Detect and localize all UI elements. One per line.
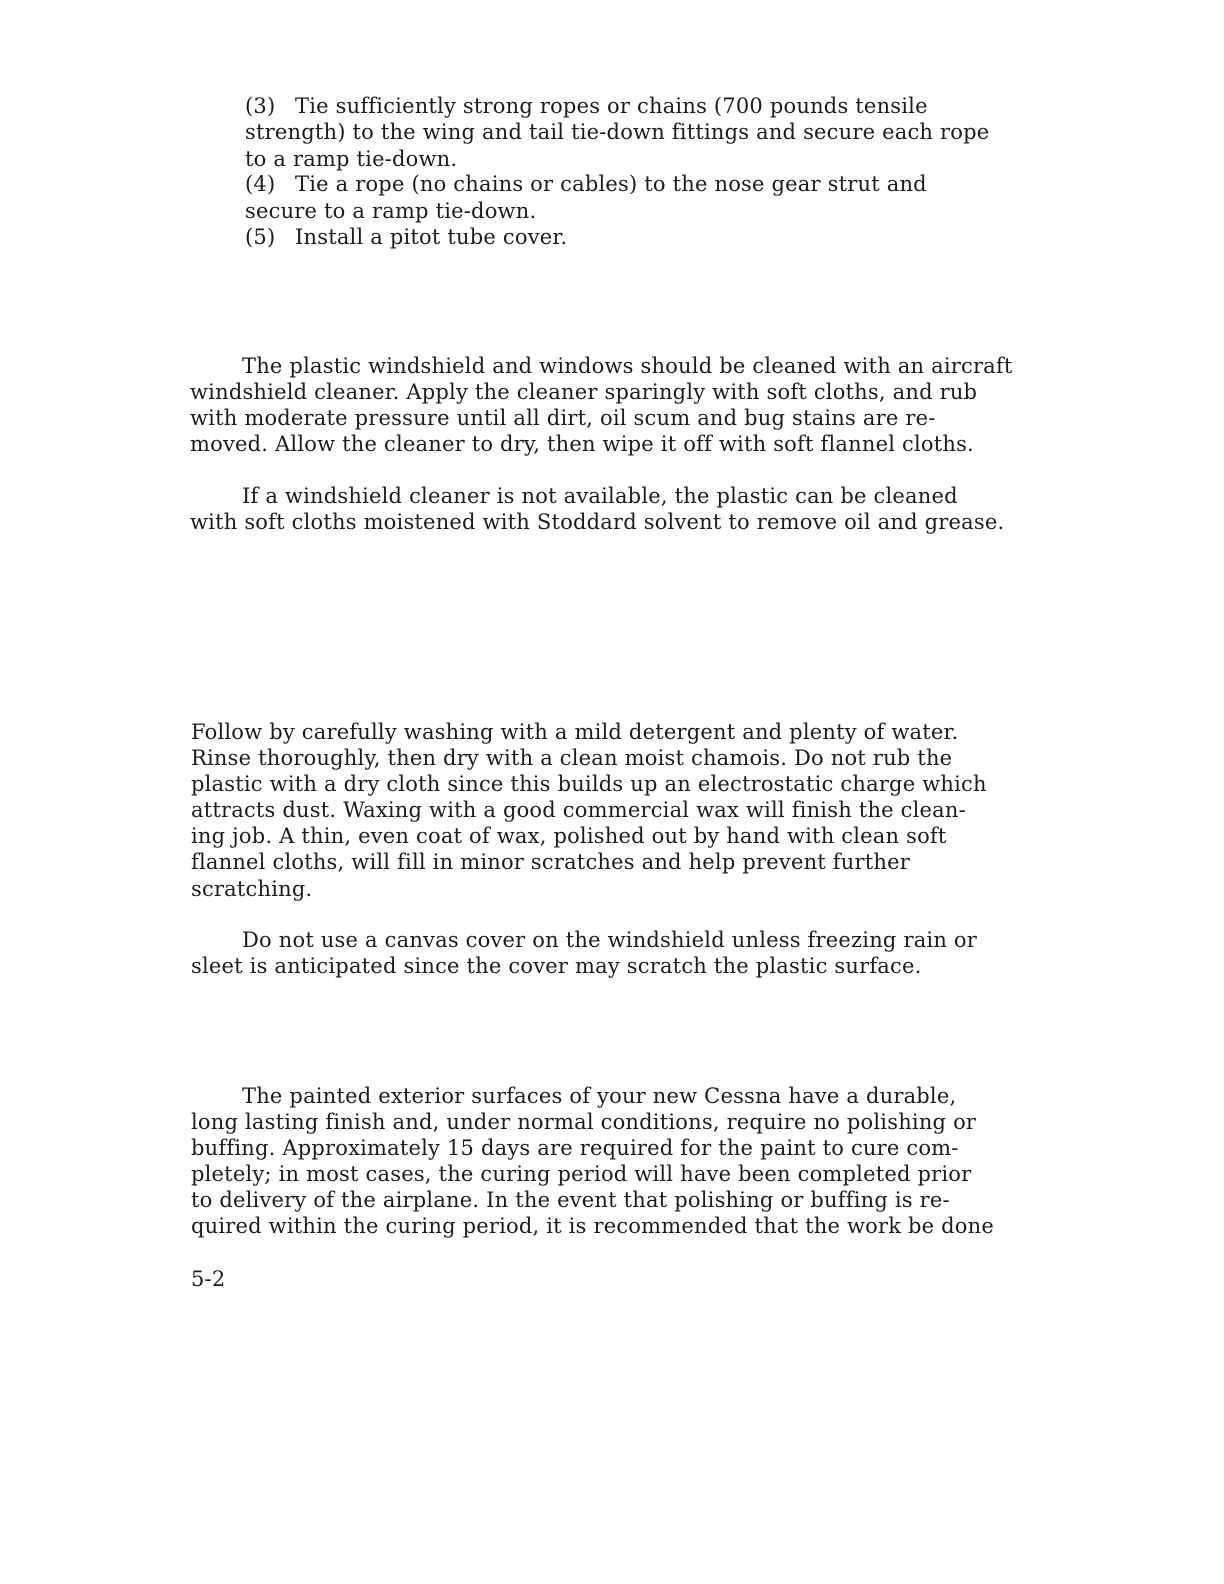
paragraph-line: Rinse thoroughly, then dry with a clean moist chamois. Do not rub the bbox=[191, 746, 953, 770]
list-item-text: Tie a rope (no chains or cables) to the nose gear strut and bbox=[295, 172, 927, 196]
paragraph-line: scratching. bbox=[191, 877, 313, 901]
list-item bbox=[245, 93, 928, 119]
paragraph-line: pletely; in most cases, the curing period will have been completed prior bbox=[191, 1162, 972, 1186]
paragraph-line: with moderate pressure until all dirt, oil scum and bug stains are re- bbox=[190, 406, 936, 430]
paragraph-line: with soft cloths moistened with Stoddard solvent to remove oil and grease. bbox=[190, 510, 1005, 534]
list-item-text: Tie sufficiently strong ropes or chains (700 pounds tensile bbox=[295, 94, 928, 118]
list-item bbox=[245, 171, 927, 197]
list-item-line: to a ramp tie-down. bbox=[245, 147, 458, 171]
list-item-number: (4) bbox=[245, 172, 276, 196]
paragraph-line: ing job. A thin, even coat of wax, polished out by hand with clean soft bbox=[191, 824, 947, 848]
list-item-line: secure to a ramp tie-down. bbox=[245, 199, 537, 223]
paragraph-line: The painted exterior surfaces of your new Cessna have a durable, bbox=[242, 1084, 957, 1108]
paragraph-line: flannel cloths, will fill in minor scratches and help prevent further bbox=[191, 850, 910, 874]
paragraph-line: Follow by carefully washing with a mild detergent and plenty of water. bbox=[191, 720, 959, 744]
list-item bbox=[245, 224, 567, 250]
list-item-text: Install a pitot tube cover. bbox=[295, 225, 568, 249]
page-number: 5-2 bbox=[191, 1267, 226, 1291]
paragraph-line: to delivery of the airplane. In the event that polishing or buffing is re- bbox=[191, 1188, 950, 1212]
list-item-number: (3) bbox=[245, 94, 276, 118]
paragraph-line: If a windshield cleaner is not available, the plastic can be cleaned bbox=[242, 484, 958, 508]
paragraph-line: windshield cleaner. Apply the cleaner sparingly with soft cloths, and rub bbox=[190, 380, 978, 404]
paragraph-line: buffing. Approximately 15 days are required for the paint to cure com- bbox=[191, 1136, 959, 1160]
paragraph-line: moved. Allow the cleaner to dry, then wipe it off with soft flannel cloths. bbox=[190, 432, 974, 456]
paragraph-line: quired within the curing period, it is recommended that the work be done bbox=[191, 1214, 994, 1238]
list-item-number: (5) bbox=[245, 225, 276, 249]
paragraph-line: The plastic windshield and windows should be cleaned with an aircraft bbox=[242, 354, 1013, 378]
paragraph-line: plastic with a dry cloth since this builds up an electrostatic charge which bbox=[191, 772, 987, 796]
paragraph-line: attracts dust. Waxing with a good commercial wax will finish the clean- bbox=[191, 798, 966, 822]
list-item-line: strength) to the wing and tail tie-down fittings and secure each rope bbox=[245, 120, 990, 144]
paragraph-line: Do not use a canvas cover on the windshield unless freezing rain or bbox=[242, 928, 978, 952]
paragraph-line: sleet is anticipated since the cover may scratch the plastic surface. bbox=[191, 954, 922, 978]
paragraph-line: long lasting finish and, under normal conditions, require no polishing or bbox=[191, 1110, 977, 1134]
